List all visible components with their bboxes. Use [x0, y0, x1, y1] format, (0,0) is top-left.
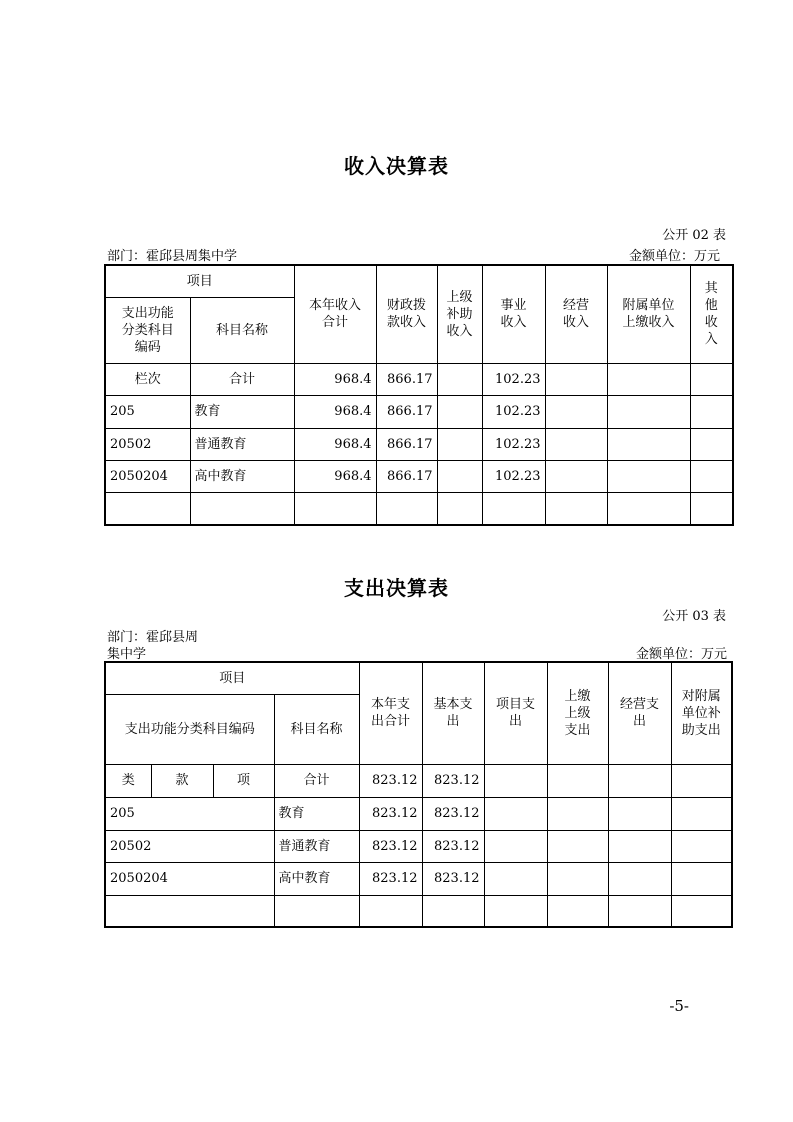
table-row	[105, 395, 733, 428]
expense-header-code: 支出功能分类科目编码	[105, 694, 274, 764]
income-row-subsidy	[437, 395, 482, 428]
empty-cell	[607, 492, 690, 525]
empty-cell	[190, 492, 294, 525]
income-row-name: 教育	[190, 395, 294, 428]
income-row-affiliate	[607, 428, 690, 460]
income-header-subsidy: 上级 补助 收入	[437, 265, 482, 363]
income-summary-label: 栏次	[105, 363, 190, 395]
income-summary-row	[105, 363, 733, 395]
income-title: 收入决算表	[344, 154, 449, 178]
table-row	[105, 830, 732, 862]
empty-cell	[294, 492, 376, 525]
expense-row-business	[608, 830, 671, 862]
income-row-total: 968.4	[294, 460, 376, 492]
income-row-business	[545, 428, 607, 460]
income-row-total: 968.4	[294, 428, 376, 460]
empty-cell	[545, 492, 607, 525]
income-row-code: 205	[105, 395, 190, 428]
empty-cell	[608, 895, 671, 927]
expense-summary-row	[105, 764, 732, 797]
income-row-fiscal: 866.17	[376, 395, 437, 428]
income-row-total: 968.4	[294, 395, 376, 428]
empty-cell	[482, 492, 545, 525]
table-row	[105, 895, 732, 927]
income-header-fiscal: 财政拨 款收入	[376, 265, 437, 363]
income-row-business	[545, 460, 607, 492]
expense-header-xiang: 项	[213, 764, 274, 797]
expense-header-kuan: 款	[151, 764, 213, 797]
expense-row-total: 823.12	[359, 862, 422, 895]
expense-row-upper	[547, 862, 608, 895]
income-header-business: 经营 收入	[545, 265, 607, 363]
income-row-name: 普通教育	[190, 428, 294, 460]
expense-row-item	[484, 830, 547, 862]
expense-row-total: 823.12	[359, 797, 422, 830]
income-summary-career: 102.23	[482, 363, 545, 395]
income-row-other	[690, 428, 733, 460]
income-header-name: 科目名称	[190, 297, 294, 363]
income-row-subsidy	[437, 460, 482, 492]
income-row-career: 102.23	[482, 395, 545, 428]
expense-row-business	[608, 862, 671, 895]
expense-dept-line2: 集中学	[107, 647, 147, 662]
empty-cell	[484, 895, 547, 927]
expense-row-item	[484, 862, 547, 895]
expense-header-total: 本年支 出合计	[359, 662, 422, 764]
income-table-no: 公开 02 表	[662, 228, 726, 243]
income-header-other: 其 他 收 入	[690, 265, 733, 363]
income-unit: 金额单位：万元	[628, 249, 720, 264]
expense-header-upper: 上缴 上级 支出	[547, 662, 608, 764]
income-row-other	[690, 460, 733, 492]
income-row-career: 102.23	[482, 428, 545, 460]
expense-table-no: 公开 03 表	[662, 609, 726, 624]
empty-cell	[359, 895, 422, 927]
expense-summary-upper	[547, 764, 608, 797]
expense-header-basic: 基本支 出	[422, 662, 484, 764]
empty-cell	[274, 895, 359, 927]
empty-cell	[671, 895, 732, 927]
expense-header-business: 经营支 出	[608, 662, 671, 764]
income-summary-other	[690, 363, 733, 395]
income-header-career: 事业 收入	[482, 265, 545, 363]
income-row-affiliate	[607, 460, 690, 492]
expense-row-code: 2050204	[105, 862, 274, 895]
income-header-project: 项目	[105, 265, 294, 297]
expense-row-total: 823.12	[359, 830, 422, 862]
empty-cell	[376, 492, 437, 525]
income-row-code: 2050204	[105, 460, 190, 492]
income-summary-fiscal: 866.17	[376, 363, 437, 395]
expense-header-affiliate: 对附属 单位补 助支出	[671, 662, 732, 764]
expense-header-lei: 类	[105, 764, 151, 797]
income-summary-total: 968.4	[294, 363, 376, 395]
income-row-code: 20502	[105, 428, 190, 460]
income-summary-business	[545, 363, 607, 395]
expense-row-code: 205	[105, 797, 274, 830]
expense-summary-business	[608, 764, 671, 797]
empty-cell	[547, 895, 608, 927]
income-row-fiscal: 866.17	[376, 428, 437, 460]
empty-cell	[422, 895, 484, 927]
expense-row-name: 教育	[274, 797, 359, 830]
expense-row-code: 20502	[105, 830, 274, 862]
expense-summary-item	[484, 764, 547, 797]
expense-row-basic: 823.12	[422, 830, 484, 862]
expense-row-upper	[547, 830, 608, 862]
expense-summary-affiliate	[671, 764, 732, 797]
income-row-subsidy	[437, 428, 482, 460]
income-dept: 部门：霍邱县周集中学	[107, 249, 238, 264]
expense-row-basic: 823.12	[422, 862, 484, 895]
income-header-total: 本年收入 合计	[294, 265, 376, 363]
expense-header-item: 项目支 出	[484, 662, 547, 764]
table-row	[105, 460, 733, 492]
empty-cell	[105, 492, 190, 525]
expense-row-affiliate	[671, 797, 732, 830]
page-number: -5-	[669, 997, 689, 1015]
income-table	[104, 264, 734, 526]
table-row	[105, 492, 733, 525]
income-row-name: 高中教育	[190, 460, 294, 492]
income-summary-name: 合计	[190, 363, 294, 395]
expense-summary-name: 合计	[274, 764, 359, 797]
expense-row-basic: 823.12	[422, 797, 484, 830]
expense-row-name: 高中教育	[274, 862, 359, 895]
expense-row-affiliate	[671, 830, 732, 862]
expense-summary-total: 823.12	[359, 764, 422, 797]
income-row-career: 102.23	[482, 460, 545, 492]
expense-row-item	[484, 797, 547, 830]
expense-header-project: 项目	[105, 662, 359, 694]
table-row	[105, 862, 732, 895]
income-row-business	[545, 395, 607, 428]
empty-cell	[437, 492, 482, 525]
income-header-affiliate: 附属单位 上缴收入	[607, 265, 690, 363]
expense-unit: 金额单位：万元	[635, 647, 727, 662]
income-summary-affiliate	[607, 363, 690, 395]
table-row	[105, 797, 732, 830]
expense-dept-line1: 部门：霍邱县周	[107, 630, 199, 645]
empty-cell	[105, 895, 274, 927]
expense-row-business	[608, 797, 671, 830]
income-row-fiscal: 866.17	[376, 460, 437, 492]
table-row	[105, 428, 733, 460]
income-header-code: 支出功能 分类科目 编码	[105, 297, 190, 363]
expense-row-name: 普通教育	[274, 830, 359, 862]
expense-summary-basic: 823.12	[422, 764, 484, 797]
income-row-other	[690, 395, 733, 428]
expense-header-name: 科目名称	[274, 694, 359, 764]
expense-row-affiliate	[671, 862, 732, 895]
income-summary-subsidy	[437, 363, 482, 395]
expense-row-upper	[547, 797, 608, 830]
expense-table	[104, 661, 733, 928]
expense-title: 支出决算表	[344, 576, 449, 600]
empty-cell	[690, 492, 733, 525]
income-row-affiliate	[607, 395, 690, 428]
